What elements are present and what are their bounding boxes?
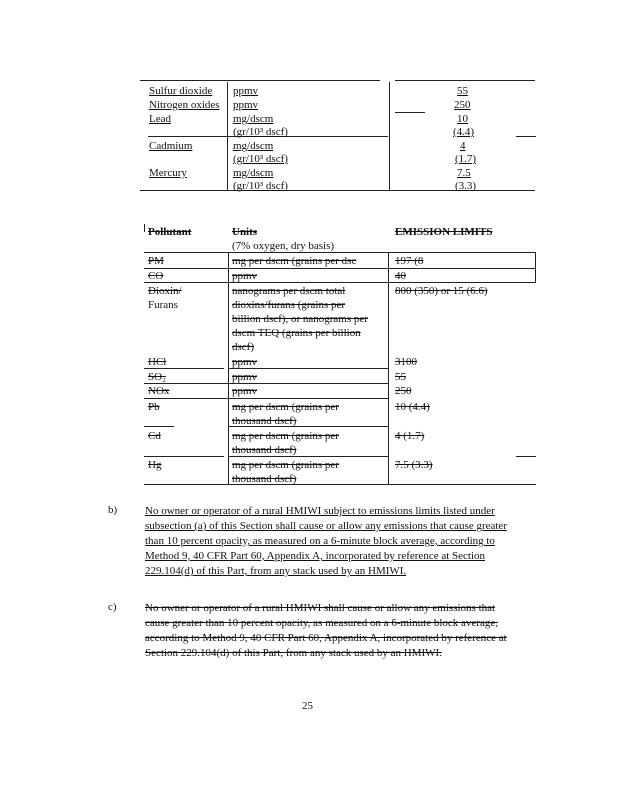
- t2-units-pb-l1: mg per dscm (grains per: [232, 401, 339, 413]
- t2-units-co: ppmv: [232, 270, 258, 282]
- t1-limit2-mercury: (3.3): [455, 180, 477, 192]
- t2-units-hcl: ppmv: [232, 356, 258, 368]
- t1-limit-nox: 250: [454, 99, 471, 111]
- t2-units-cd-l2: thousand dscf): [232, 444, 297, 456]
- t1-unit2-mercury: (gr/10³ dscf): [233, 180, 288, 192]
- t2-units-dioxin-l4: dscm TEQ (grains per billion: [232, 327, 361, 339]
- t2-units-pb-l2: thousand dscf): [232, 415, 297, 427]
- t1-unit2-lead: (gr/10³ dscf): [233, 126, 288, 138]
- t2-header-limits: EMISSION LIMITS: [395, 226, 493, 238]
- t2-limit-so2: 55: [395, 371, 406, 383]
- paragraph-c-line-3: according to Method 9, 40 CFR Part 60, Appendix A, incorporated by reference at: [145, 632, 507, 644]
- t1-limit-lead: 10: [457, 113, 468, 125]
- paragraph-b-label: b): [108, 504, 118, 516]
- t1-unit-nox: ppmv: [233, 99, 259, 111]
- t2-units-pm: mg per dscm (grains per dsc: [232, 255, 357, 267]
- t1-limit-cadmium: 4: [460, 140, 466, 152]
- t1-pollutant-nox: Nitrogen oxides: [149, 99, 220, 111]
- paragraph-b-line-1: No owner or operator of a rural HMIWI subject to emissions limits listed under: [145, 505, 495, 517]
- t2-header-units: Units: [232, 226, 258, 238]
- t2-pollutant-nox: NOx: [148, 385, 170, 397]
- t2-header-units-sub: (7% oxygen, dry basis): [232, 240, 335, 252]
- paragraph-b-line-5: 229.104(d) of this Part, from any stack used by an HMIWI.: [145, 565, 407, 577]
- t1-pollutant-lead: Lead: [149, 113, 171, 125]
- t2-limit-pm: 197 (8: [395, 255, 424, 267]
- t2-units-hg-l1: mg per dscm (grains per: [232, 459, 339, 471]
- t2-units-so2: ppmv: [232, 371, 258, 383]
- t1-limit-so2: 55: [457, 85, 468, 97]
- t2-pollutant-hcl: HCl: [148, 356, 167, 368]
- t2-limit-hg: 7.5 (3.3): [395, 459, 433, 471]
- paragraph-c-line-2: cause greater than 10 percent opacity, as measured on a 6-minute block average,: [145, 617, 498, 629]
- t2-units-dioxin-l1: nanograms per dscm total: [232, 285, 346, 297]
- t1-pollutant-mercury: Mercury: [149, 167, 187, 179]
- t2-header-pollutant: Pollutant: [148, 226, 192, 238]
- t2-units-cd-l1: mg per dscm (grains per: [232, 430, 339, 442]
- t1-limit2-lead: (4.4): [453, 126, 475, 138]
- t2-limit-dioxin: 800 (350) or 15 (6.6): [395, 285, 488, 297]
- t1-limit2-cadmium: (1.7): [455, 153, 477, 165]
- t2-units-hg-l2: thousand dscf): [232, 473, 297, 485]
- paragraph-b-line-3: than 10 percent opacity, as measured on a 6-minute block average, according to: [145, 535, 495, 547]
- t2-pollutant-co: CO: [148, 270, 164, 282]
- t1-unit-lead: mg/dscm: [233, 113, 274, 125]
- t2-pollutant-so2: SO₂: [148, 371, 166, 383]
- page-number: 25: [302, 700, 313, 712]
- t2-pollutant-furans: Furans: [148, 299, 178, 311]
- t2-limit-hcl: 3100: [395, 356, 417, 368]
- t2-pollutant-hg: Hg: [148, 459, 162, 471]
- paragraph-c-line-4: Section 229.104(d) of this Part, from any stack used by an HMIWI.: [145, 647, 442, 659]
- t1-limit-mercury: 7.5: [457, 167, 471, 179]
- paragraph-b-line-4: Method 9, 40 CFR Part 60, Appendix A, incorporated by reference at Section: [145, 550, 486, 562]
- paragraph-b-line-2: subsection (a) of this Section shall cause or allow any emissions that cause greater: [145, 520, 507, 532]
- t1-pollutant-cadmium: Cadmium: [149, 140, 193, 152]
- t1-unit-so2: ppmv: [233, 85, 259, 97]
- t2-pollutant-pm: PM: [148, 255, 164, 267]
- t2-pollutant-dioxin: Dioxin/: [148, 285, 182, 297]
- t1-unit-mercury: mg/dscm: [233, 167, 274, 179]
- paragraph-c-line-1: No owner or operator of a rural HMIWI shall cause or allow any emissions that: [145, 602, 496, 614]
- t2-units-nox: ppmv: [232, 385, 258, 397]
- t2-units-dioxin-l5: dscf): [232, 341, 254, 353]
- t2-units-dioxin-l2: dioxins/furans (grains per: [232, 299, 346, 311]
- t1-pollutant-so2: Sulfur dioxide: [149, 85, 213, 97]
- t2-units-dioxin-l3: billion dscf), or nanograms per: [232, 313, 368, 325]
- t1-unit2-cadmium: (gr/10³ dscf): [233, 153, 288, 165]
- t2-limit-nox: 250: [395, 385, 412, 397]
- t1-unit-cadmium: mg/dscm: [233, 140, 274, 152]
- t2-limit-cd: 4 (1.7): [395, 430, 425, 442]
- t2-limit-co: 40: [395, 270, 406, 282]
- t2-pollutant-pb: Pb: [148, 401, 160, 413]
- t2-limit-pb: 10 (4.4): [395, 401, 430, 413]
- t2-pollutant-cd: Cd: [148, 430, 161, 442]
- paragraph-c-label: c): [108, 601, 117, 613]
